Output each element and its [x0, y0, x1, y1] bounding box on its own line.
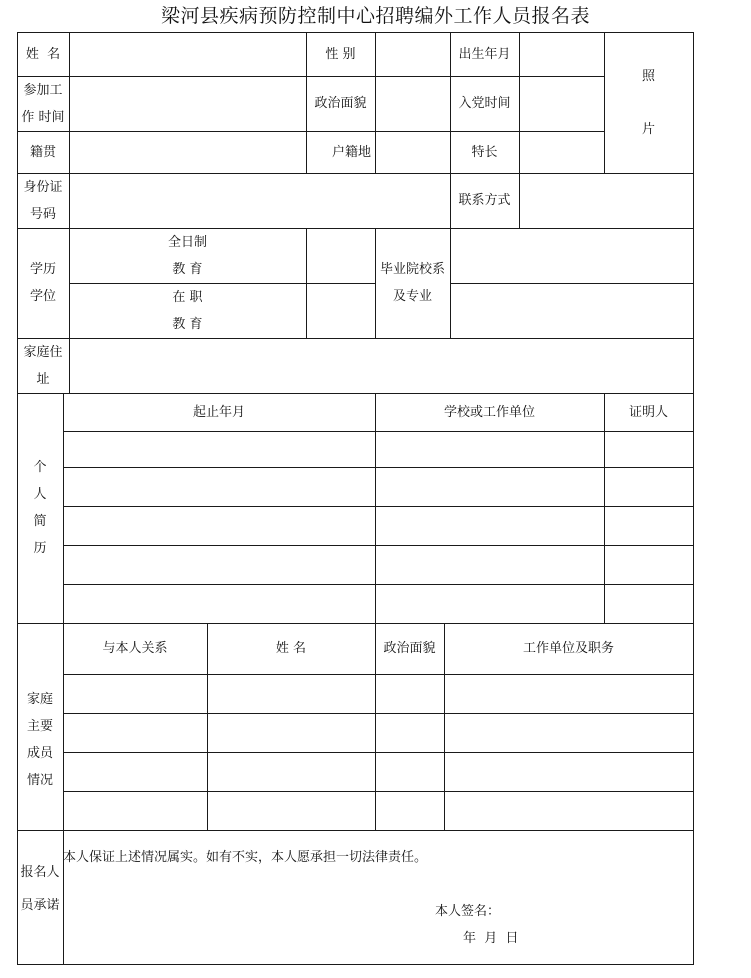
- education-label: [17, 228, 69, 338]
- birth-label: [450, 32, 519, 76]
- parttime-label-2: 教 育: [172, 316, 203, 332]
- grid-line: [63, 545, 694, 546]
- grid-line: [63, 752, 694, 753]
- grid-line: [375, 32, 376, 173]
- school-label-2: 及专业: [392, 289, 432, 304]
- resume-label-1: 个: [33, 460, 47, 475]
- grid-line: [63, 713, 694, 714]
- resume-label-3: 简: [33, 514, 47, 529]
- family-col-name: [207, 623, 375, 674]
- family-label: [17, 623, 63, 830]
- family-col-relation-text: 与本人关系: [102, 641, 168, 656]
- grid-line: [450, 228, 451, 338]
- party-date-label-text: 入党时间: [458, 96, 511, 111]
- fulltime-label-1: 全日制: [167, 234, 207, 250]
- grid-line: [63, 393, 64, 965]
- photo-label-1: 照: [641, 68, 655, 84]
- id-label: [17, 173, 69, 228]
- family-label-2: 主要: [26, 718, 53, 734]
- id-label-2: 号码: [29, 206, 56, 222]
- native-label-text: 籍贯: [29, 144, 56, 160]
- native-label: [17, 131, 69, 173]
- family-col-name-text: 姓 名: [275, 641, 307, 656]
- political-label-text: 政治面貌: [314, 96, 367, 111]
- photo-label-2: 片: [641, 121, 655, 137]
- work-start-label-1: 参加工: [23, 82, 63, 98]
- id-label-1: 身份证: [23, 179, 63, 195]
- pledge-text: [63, 844, 691, 871]
- family-col-political: [375, 623, 444, 674]
- party-date-label: [450, 76, 519, 131]
- grid-line: [306, 228, 307, 338]
- photo-label: [604, 32, 693, 173]
- resume-col-witness-text: 证明人: [628, 404, 668, 420]
- pledge-label: [17, 830, 63, 964]
- address-label-1: 家庭住: [23, 344, 63, 360]
- signature-label: [435, 898, 555, 925]
- resume-col-unit-text: 学校或工作单位: [443, 404, 535, 420]
- fulltime-education-label: [69, 228, 306, 283]
- resume-label-2: 人: [33, 487, 47, 502]
- sign-date: [463, 925, 583, 952]
- family-col-job: [444, 623, 693, 674]
- household-label: [306, 131, 375, 173]
- name-label: [17, 32, 69, 76]
- grid-line: [17, 964, 694, 965]
- family-col-political-text: 政治面貌: [383, 641, 436, 656]
- address-label: [17, 338, 69, 393]
- gender-label: [306, 32, 375, 76]
- pledge-label-1: 报名人: [20, 865, 60, 880]
- specialty-label: [450, 131, 519, 173]
- family-label-3: 成员: [26, 745, 53, 761]
- pledge-label-2: 员承诺: [20, 898, 60, 913]
- grid-line: [63, 674, 694, 675]
- gender-label-text: 性 别: [325, 46, 356, 62]
- resume-label: [17, 393, 63, 623]
- grid-line: [63, 467, 694, 468]
- household-label-text: 户籍地: [331, 144, 371, 160]
- grid-line: [450, 283, 694, 284]
- birth-label-text: 出生年月: [458, 46, 511, 62]
- grid-line: [63, 791, 694, 792]
- parttime-label-1: 在 职: [172, 289, 203, 305]
- grid-line: [17, 173, 694, 174]
- fulltime-label-2: 教 育: [172, 261, 203, 277]
- grid-line: [17, 338, 694, 339]
- family-col-relation: [63, 623, 207, 674]
- specialty-label-text: 特长: [471, 144, 498, 160]
- school-label-1: 毕业院校系: [379, 262, 445, 277]
- political-label: [306, 76, 375, 131]
- grid-line: [69, 32, 70, 393]
- page-title: 梁河县疾病预防控制中心招聘编外工作人员报名表: [160, 5, 590, 27]
- work-start-label: [17, 76, 69, 131]
- address-label-2: 址: [36, 371, 50, 387]
- contact-label: [450, 173, 519, 228]
- education-label-2: 学位: [29, 289, 56, 304]
- education-label-1: 学历: [29, 262, 56, 277]
- resume-label-4: 历: [33, 541, 47, 556]
- pledge-text-content: 本人保证上述情况属实。如有不实，本人愿承担一切法律责任。: [63, 850, 428, 865]
- resume-col-period-text: 起止年月: [192, 404, 245, 420]
- family-label-4: 情况: [26, 772, 53, 788]
- resume-col-witness: [604, 393, 693, 431]
- grid-line: [63, 431, 694, 432]
- work-start-label-2: 作 时间: [21, 109, 65, 125]
- signature-label-text: 本人签名：: [435, 904, 501, 919]
- sign-date-text: 年 月 日: [463, 931, 519, 946]
- name-label-text: 姓 名: [25, 46, 61, 62]
- grid-line: [17, 830, 694, 831]
- school-major-label: [375, 228, 450, 338]
- resume-col-period: [63, 393, 375, 431]
- grid-line: [63, 584, 694, 585]
- grid-line: [63, 506, 694, 507]
- resume-col-unit: [375, 393, 604, 431]
- family-label-1: 家庭: [26, 691, 53, 707]
- grid-line: [519, 32, 520, 228]
- family-col-job-text: 工作单位及职务: [522, 641, 614, 656]
- contact-label-text: 联系方式: [458, 193, 511, 208]
- grid-line: [693, 32, 694, 965]
- parttime-education-label: [69, 283, 306, 338]
